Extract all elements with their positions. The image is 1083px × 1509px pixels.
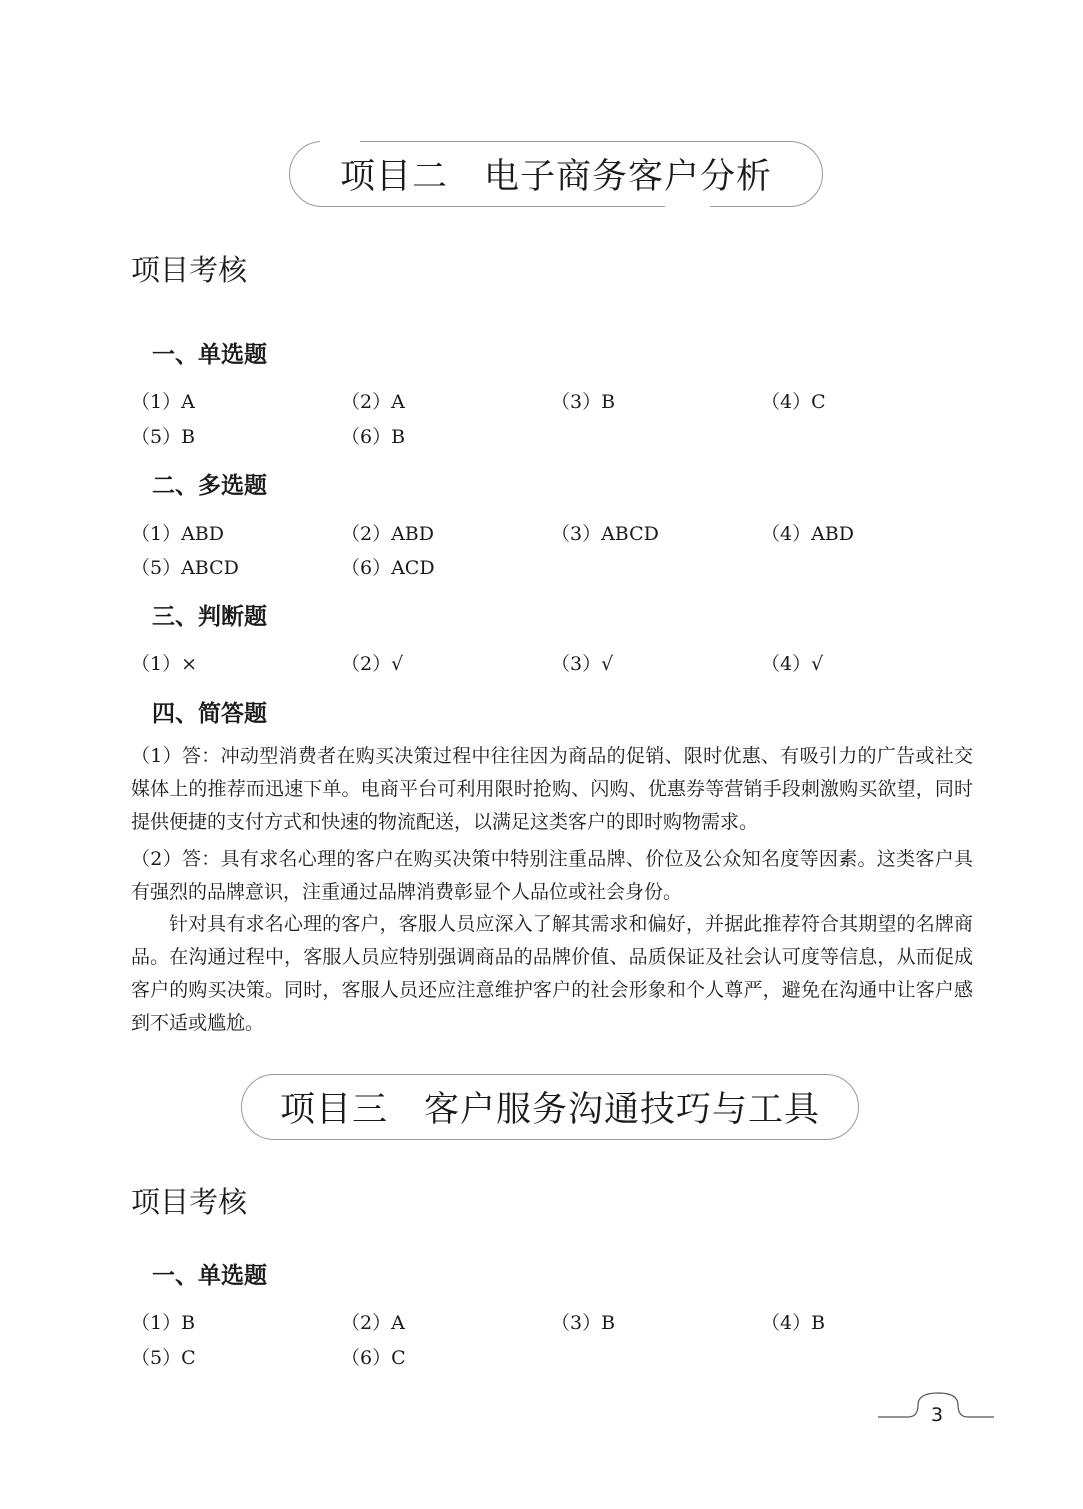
answer-item: （3）B [551, 391, 616, 413]
short-answer-paragraph: （2）答：具有求名心理的客户在购买决策中特别注重品牌、价位及公众知名度等因素。这类客户具有强烈的品牌意识，注重通过品牌消费彰显个人品位或社会身份。 [131, 848, 973, 903]
true-false-heading: 三、判断题 [152, 604, 267, 630]
answer-item: （1）B [131, 1312, 196, 1334]
answer-item: （1）ABD [131, 523, 225, 545]
answer-item: （4）√ [761, 653, 824, 675]
answer-item: （2）ABD [341, 523, 435, 545]
page-number: 3 [931, 1404, 944, 1426]
answer-item: （3）B [551, 1312, 616, 1334]
multiple-choice-heading: 二、多选题 [152, 473, 267, 499]
answer-item: （1）A [131, 391, 195, 413]
answer-item: （4）C [761, 391, 826, 413]
project3-assessment-heading: 项目考核 [131, 1185, 248, 1219]
answer-item: （1）× [131, 653, 198, 675]
answer-item: （2）A [341, 391, 405, 413]
project3-title: 项目三 客户服务沟通技巧与工具 [279, 1090, 820, 1130]
answer-item: （2）√ [341, 653, 404, 675]
project2-title-banner [289, 141, 823, 207]
single-choice-heading: 一、单选题 [152, 342, 267, 368]
answer-item: （5）C [131, 1347, 196, 1369]
answer-item: （4）ABD [761, 523, 855, 545]
answer-item: （3）√ [551, 653, 614, 675]
answer-item: （4）B [761, 1312, 826, 1334]
answer-item: （2）A [341, 1312, 405, 1334]
answer-item: （6）B [341, 426, 406, 448]
answer-item: （3）ABCD [551, 523, 659, 545]
answer-item: （6）C [341, 1347, 406, 1369]
answer-item: （6）ACD [341, 557, 435, 579]
short-answer-paragraph: 针对具有求名心理的客户，客服人员应深入了解其需求和偏好，并据此推荐符合其期望的名牌商品。在沟通过程中，客服人员应特别强调商品的品牌价值、品质保证及社会认可度等信息，从而促成客户的购买决策。同时，客服人员还应注意维护客户的社会形象和个人尊严，避免在沟通中让客户感到不适或尴尬。 [131, 913, 973, 1034]
project2-assessment-heading: 项目考核 [131, 253, 248, 287]
single-choice-heading: 一、单选题 [152, 1263, 267, 1289]
project3-title-banner [241, 1074, 859, 1140]
short-answer-heading: 四、简答题 [152, 701, 267, 727]
short-answer-paragraph: （1）答：冲动型消费者在购买决策过程中往往因为商品的促销、限时优惠、有吸引力的广告或社交媒体上的推荐而迅速下单。电商平台可利用限时抢购、闪购、优惠券等营销手段刺激购买欲望，同时提供便捷的支付方式和快速的物流配送，以满足这类客户的即时购物需求。 [131, 745, 973, 833]
project2-title: 项目二 电子商务客户分析 [339, 157, 772, 197]
answer-item: （5）B [131, 426, 196, 448]
answer-item: （5）ABCD [131, 557, 239, 579]
